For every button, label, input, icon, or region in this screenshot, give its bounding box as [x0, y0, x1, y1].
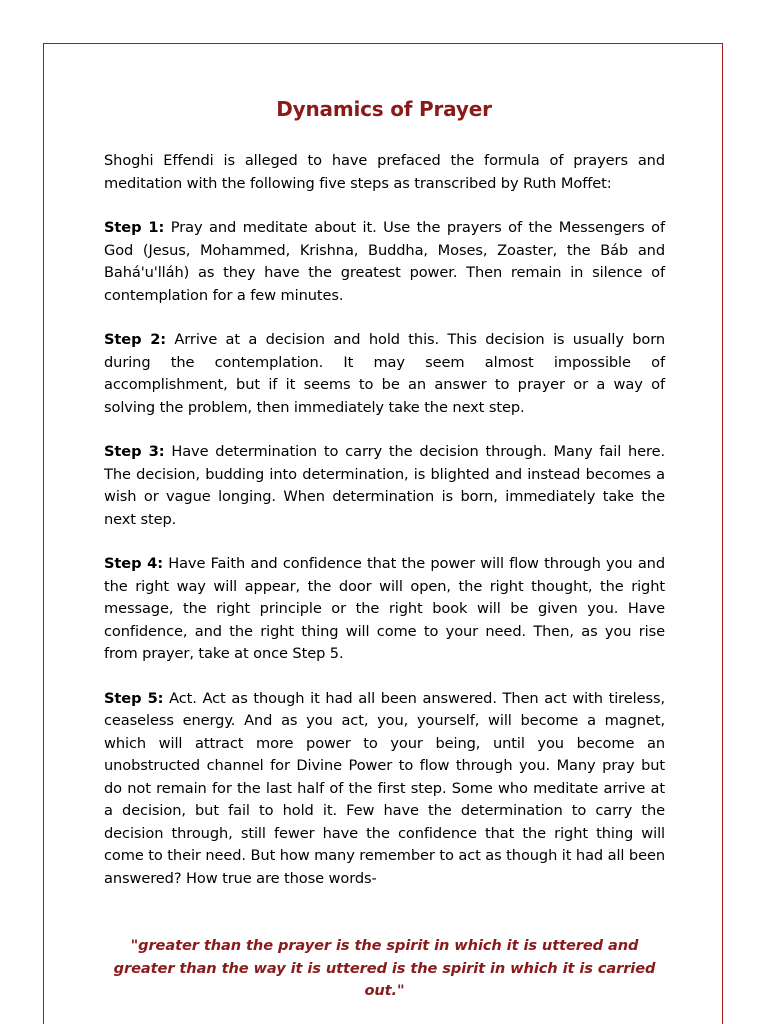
- page-title: Dynamics of Prayer: [276, 97, 492, 121]
- step-3-paragraph: [104, 441, 665, 531]
- step-5-text: Act. Act as though it had all been answered. Then act with tireless, ceaseless energy. And as you act, you, yourself, will become a magnet, which will attract more power to your being, until you become an unobstructed channel for Divine Power to flow through you. Many pray but do not remain for the last half of the first step. Some who meditate arrive at a decision, but fail to hold it. Few have the determination to carry the decision through, still fewer have the confidence that the right thing will come to their need. But how many remember to act as though it had all been answered? How true are those words-: [104, 689, 666, 887]
- intro-paragraph: Shoghi Effendi is alleged to have prefaced the formula of prayers and meditation with the following five steps as transcribed by Ruth Moffet:: [104, 152, 665, 192]
- document-body: [104, 150, 665, 912]
- step-1-label: Step 1:: [104, 219, 165, 236]
- step-2-paragraph: [104, 329, 665, 419]
- step-5-paragraph: [104, 688, 665, 891]
- step-4-label: Step 4:: [104, 555, 163, 572]
- step-1-paragraph: [104, 217, 665, 307]
- step-4-paragraph: [104, 553, 665, 666]
- step-3-text: Have determination to carry the decision through. Many fail here. The decision, budding into determination, is blighted and instead becomes a wish or vague longing. When determination is born, immediately take the next step.: [104, 443, 665, 528]
- step-1-text: Pray and meditate about it. Use the prayers of the Messengers of God (Jesus, Mohammed, Krishna, Buddha, Moses, Zoaster, the Báb and Bahá'u'lláh) as they have the greatest power. Then remain in silence of contemplation for a few minutes.: [104, 219, 665, 304]
- step-3-label: Step 3:: [104, 443, 165, 460]
- step-4-text: Have Faith and confidence that the power will flow through you and the right way will appear, the door will open, the right thought, the right message, the right principle or the right book will be given you. Have confidence, and the right thing will come to your need. Then, as you rise from prayer, take at once Step 5.: [104, 555, 665, 662]
- step-5-label: Step 5:: [104, 689, 164, 707]
- step-2-label: Step 2:: [104, 331, 167, 348]
- step-2-text: Arrive at a decision and hold this. This decision is usually born during the contemplation. It may seem almost impossible of accomplishment, but if it seems to be an answer to prayer or a way of solving the problem, then immediately take the next step.: [104, 331, 666, 416]
- closing-quote: "greater than the prayer is the spirit in which it is uttered and greater than the way it is uttered is the spirit in which it is carried out.": [113, 937, 656, 999]
